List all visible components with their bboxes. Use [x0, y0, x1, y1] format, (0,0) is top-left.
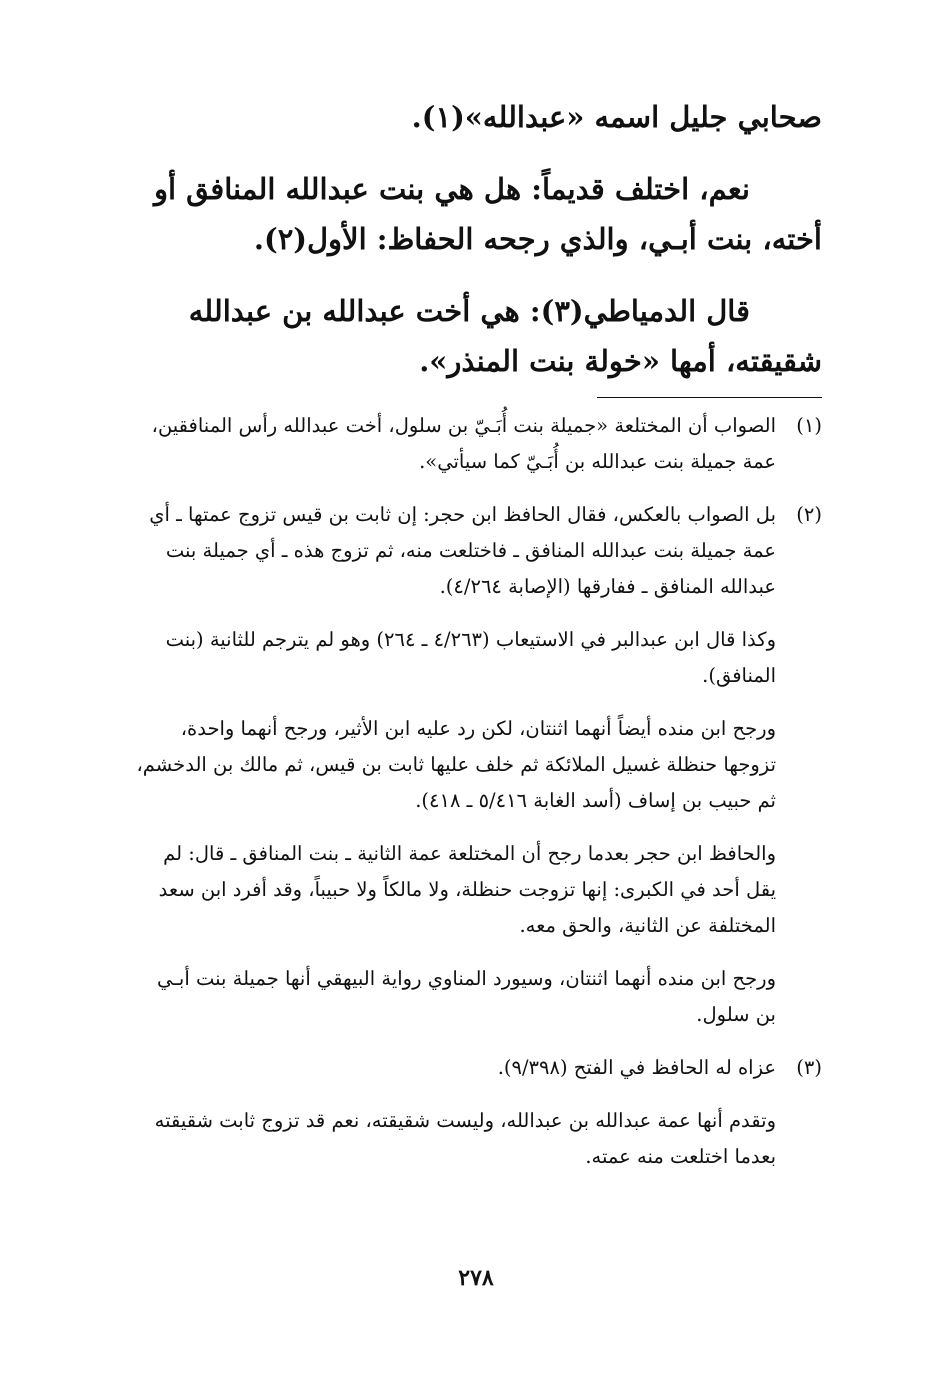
- footnote-1: [132, 408, 822, 480]
- footnote-number: (١): [796, 414, 822, 437]
- footnote-2-continuation: والحافظ ابن حجر بعدما رجح أن المختلعة عمة الثانية ـ بنت المنافق ـ قال: لم يقل أحد في الكبرى: إنها تزوجت حنظلة، ولا مالكاً ولا حبيباً، وقد أفرد ابن سعد المختلفة عن الثانية، والحق معه.: [158, 842, 776, 937]
- footnote-text: عزاه له الحافظ في الفتح (٩/٣٩٨).: [497, 1056, 776, 1079]
- footnote-text: الصواب أن المختلعة «جميلة بنت أُبَـيّ بن سلول، أخت عبدالله رأس المنافقين، عمة جميلة بنت عبدالله بن أُبَـيّ كما سيأتي».: [151, 414, 776, 473]
- footnote-separator: [597, 397, 822, 398]
- main-paragraph-1: صحابي جليل اسمه «عبدالله»(١).: [411, 100, 822, 134]
- footnote-number: (٣): [796, 1056, 822, 1079]
- footnote-3: [132, 1050, 822, 1086]
- footnote-2-continuation: ورجح ابن منده أنهما اثنتان، وسيورد المناوي رواية البيهقي أنها جميلة بنت أبـي بن سلول.: [156, 967, 776, 1026]
- footnote-2-continuation: وكذا قال ابن عبدالبر في الاستيعاب (٤/٢٦٣ ـ ٢٦٤) وهو لم يترجم للثانية (بنت المنافق).: [165, 628, 776, 687]
- main-text: [132, 92, 822, 408]
- footnote-2-continuation: ورجح ابن منده أيضاً أنهما اثنتان، لكن رد عليه ابن الأثير، ورجح أنهما واحدة، تزوجها حنظلة غسيل الملائكة ثم خلف عليها ثابت بن قيس، ثم مالك بن الدخشم، ثم حبيب بن إساف (أسد الغابة ٥/٤١٦ ـ ٤١٨).: [136, 717, 776, 812]
- main-paragraph-3: قال الدمياطي(٣): هي أخت عبدالله بن عبدالله شقيقته، أمها «خولة بنت المنذر».: [188, 294, 822, 378]
- footnote-2: [132, 497, 822, 605]
- main-paragraph-2: نعم، اختلف قديماً: هل هي بنت عبدالله المنافق أو أخته، بنت أبـي، والذي رجحه الحفاظ: الأول(٢).: [153, 172, 822, 256]
- footnotes: [132, 408, 822, 1192]
- page-number: ٢٧٨: [458, 1265, 494, 1291]
- footnote-3-continuation: وتقدم أنها عمة عبدالله بن عبدالله، وليست شقيقته، نعم قد تزوج ثابت شقيقته بعدما اختلعت منه عمته.: [154, 1109, 776, 1168]
- footnote-number: (٢): [796, 503, 822, 526]
- footnote-text: بل الصواب بالعكس، فقال الحافظ ابن حجر: إن ثابت بن قيس تزوج عمتها ـ أي عمة جميلة بنت عبدالله المنافق ـ فاختلعت منه، ثم تزوج هذه ـ أي جميلة بنت عبدالله المنافق ـ ففارقها (الإصابة ٤/٢٦٤).: [149, 503, 776, 598]
